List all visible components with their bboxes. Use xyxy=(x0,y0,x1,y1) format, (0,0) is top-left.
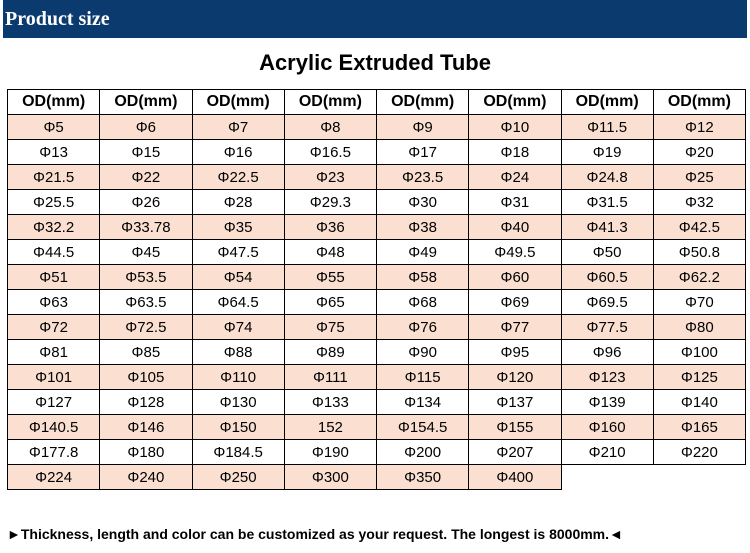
size-table xyxy=(7,89,746,490)
table-cell: Φ8 xyxy=(284,115,376,140)
table-row xyxy=(8,265,746,290)
table-cell: Φ75 xyxy=(284,315,376,340)
table-cell: Φ35 xyxy=(192,215,284,240)
table-row xyxy=(8,365,746,390)
table-cell: Φ146 xyxy=(100,415,192,440)
empty-cell xyxy=(653,465,745,490)
table-cell: Φ28 xyxy=(192,190,284,215)
table-cell: Φ50 xyxy=(561,240,653,265)
table-cell: Φ25.5 xyxy=(8,190,100,215)
table-cell: Φ74 xyxy=(192,315,284,340)
table-cell: Φ9 xyxy=(377,115,469,140)
table-row xyxy=(8,190,746,215)
table-cell: Φ160 xyxy=(561,415,653,440)
table-row xyxy=(8,165,746,190)
table-cell: Φ89 xyxy=(284,340,376,365)
column-header: OD(mm) xyxy=(8,90,100,115)
table-cell: Φ22 xyxy=(100,165,192,190)
column-header: OD(mm) xyxy=(100,90,192,115)
table-row xyxy=(8,115,746,140)
table-cell: Φ250 xyxy=(192,465,284,490)
table-cell: Φ12 xyxy=(653,115,745,140)
table-cell: Φ49 xyxy=(377,240,469,265)
header-bar xyxy=(3,0,747,38)
table-cell: Φ111 xyxy=(284,365,376,390)
table-cell: Φ29.3 xyxy=(284,190,376,215)
column-header: OD(mm) xyxy=(284,90,376,115)
table-cell: Φ21.5 xyxy=(8,165,100,190)
table-body xyxy=(8,115,746,490)
column-header: OD(mm) xyxy=(192,90,284,115)
table-cell: Φ41.3 xyxy=(561,215,653,240)
table-row xyxy=(8,290,746,315)
table-cell: Φ139 xyxy=(561,390,653,415)
table-cell: Φ60.5 xyxy=(561,265,653,290)
empty-cell xyxy=(561,465,653,490)
table-cell: Φ50.8 xyxy=(653,240,745,265)
table-cell: Φ11.5 xyxy=(561,115,653,140)
table-cell: Φ6 xyxy=(100,115,192,140)
table-cell: Φ155 xyxy=(469,415,561,440)
table-cell: Φ240 xyxy=(100,465,192,490)
table-cell: Φ36 xyxy=(284,215,376,240)
table-cell: Φ55 xyxy=(284,265,376,290)
table-title: Acrylic Extruded Tube xyxy=(259,50,491,75)
table-cell: Φ63.5 xyxy=(100,290,192,315)
table-cell: Φ32.2 xyxy=(8,215,100,240)
table-cell: 152 xyxy=(284,415,376,440)
table-cell: Φ62.2 xyxy=(653,265,745,290)
table-cell: Φ19 xyxy=(561,140,653,165)
table-cell: Φ133 xyxy=(284,390,376,415)
table-cell: Φ23 xyxy=(284,165,376,190)
column-header: OD(mm) xyxy=(561,90,653,115)
table-row xyxy=(8,390,746,415)
table-cell: Φ134 xyxy=(377,390,469,415)
table-row xyxy=(8,340,746,365)
table-cell: Φ22.5 xyxy=(192,165,284,190)
column-header: OD(mm) xyxy=(653,90,745,115)
table-cell: Φ38 xyxy=(377,215,469,240)
table-cell: Φ76 xyxy=(377,315,469,340)
table-row xyxy=(8,215,746,240)
table-cell: Φ40 xyxy=(469,215,561,240)
table-cell: Φ58 xyxy=(377,265,469,290)
table-cell: Φ137 xyxy=(469,390,561,415)
table-cell: Φ65 xyxy=(284,290,376,315)
table-cell: Φ24 xyxy=(469,165,561,190)
table-cell: Φ47.5 xyxy=(192,240,284,265)
table-cell: Φ69.5 xyxy=(561,290,653,315)
table-cell: Φ13 xyxy=(8,140,100,165)
table-cell: Φ150 xyxy=(192,415,284,440)
table-cell: Φ350 xyxy=(377,465,469,490)
table-cell: Φ24.8 xyxy=(561,165,653,190)
table-cell: Φ200 xyxy=(377,440,469,465)
table-row xyxy=(8,465,746,490)
table-cell: Φ15 xyxy=(100,140,192,165)
table-cell: Φ184.5 xyxy=(192,440,284,465)
table-cell: Φ96 xyxy=(561,340,653,365)
table-cell: Φ48 xyxy=(284,240,376,265)
table-cell: Φ85 xyxy=(100,340,192,365)
table-cell: Φ20 xyxy=(653,140,745,165)
table-cell: Φ80 xyxy=(653,315,745,340)
table-row xyxy=(8,240,746,265)
table-cell: Φ64.5 xyxy=(192,290,284,315)
table-cell: Φ115 xyxy=(377,365,469,390)
footnote: ►Thickness, length and color can be customized as your request. The longest is 8000mm.◄ xyxy=(7,526,623,542)
table-cell: Φ44.5 xyxy=(8,240,100,265)
table-cell: Φ190 xyxy=(284,440,376,465)
table-cell: Φ31 xyxy=(469,190,561,215)
table-cell: Φ32 xyxy=(653,190,745,215)
table-cell: Φ26 xyxy=(100,190,192,215)
table-row xyxy=(8,315,746,340)
table-cell: Φ88 xyxy=(192,340,284,365)
table-cell: Φ130 xyxy=(192,390,284,415)
table-cell: Φ72 xyxy=(8,315,100,340)
table-cell: Φ23.5 xyxy=(377,165,469,190)
table-cell: Φ110 xyxy=(192,365,284,390)
table-cell: Φ53.5 xyxy=(100,265,192,290)
header-title: Product size xyxy=(5,8,110,30)
table-cell: Φ400 xyxy=(469,465,561,490)
table-cell: Φ60 xyxy=(469,265,561,290)
table-cell: Φ165 xyxy=(653,415,745,440)
table-cell: Φ210 xyxy=(561,440,653,465)
table-cell: Φ180 xyxy=(100,440,192,465)
table-cell: Φ51 xyxy=(8,265,100,290)
table-cell: Φ16.5 xyxy=(284,140,376,165)
table-cell: Φ68 xyxy=(377,290,469,315)
table-cell: Φ63 xyxy=(8,290,100,315)
table-cell: Φ90 xyxy=(377,340,469,365)
table-row xyxy=(8,415,746,440)
table-cell: Φ30 xyxy=(377,190,469,215)
table-cell: Φ207 xyxy=(469,440,561,465)
table-cell: Φ18 xyxy=(469,140,561,165)
table-cell: Φ120 xyxy=(469,365,561,390)
table-cell: Φ140 xyxy=(653,390,745,415)
column-header: OD(mm) xyxy=(469,90,561,115)
table-cell: Φ33.78 xyxy=(100,215,192,240)
table-cell: Φ128 xyxy=(100,390,192,415)
table-cell: Φ7 xyxy=(192,115,284,140)
table-cell: Φ77 xyxy=(469,315,561,340)
table-cell: Φ177.8 xyxy=(8,440,100,465)
table-cell: Φ140.5 xyxy=(8,415,100,440)
table-cell: Φ77.5 xyxy=(561,315,653,340)
table-cell: Φ17 xyxy=(377,140,469,165)
table-cell: Φ300 xyxy=(284,465,376,490)
table-cell: Φ127 xyxy=(8,390,100,415)
table-cell: Φ95 xyxy=(469,340,561,365)
table-cell: Φ54 xyxy=(192,265,284,290)
table-cell: Φ72.5 xyxy=(100,315,192,340)
table-cell: Φ49.5 xyxy=(469,240,561,265)
table-cell: Φ101 xyxy=(8,365,100,390)
table-cell: Φ81 xyxy=(8,340,100,365)
column-header: OD(mm) xyxy=(377,90,469,115)
table-cell: Φ154.5 xyxy=(377,415,469,440)
table-cell: Φ10 xyxy=(469,115,561,140)
table-cell: Φ5 xyxy=(8,115,100,140)
table-cell: Φ42.5 xyxy=(653,215,745,240)
table-cell: Φ224 xyxy=(8,465,100,490)
table-row xyxy=(8,440,746,465)
table-cell: Φ45 xyxy=(100,240,192,265)
table-cell: Φ125 xyxy=(653,365,745,390)
table-cell: Φ69 xyxy=(469,290,561,315)
table-cell: Φ100 xyxy=(653,340,745,365)
table-cell: Φ25 xyxy=(653,165,745,190)
table-cell: Φ220 xyxy=(653,440,745,465)
table-cell: Φ16 xyxy=(192,140,284,165)
table-row xyxy=(8,140,746,165)
table-cell: Φ105 xyxy=(100,365,192,390)
table-cell: Φ70 xyxy=(653,290,745,315)
table-header-row xyxy=(8,90,746,115)
table-cell: Φ31.5 xyxy=(561,190,653,215)
table-cell: Φ123 xyxy=(561,365,653,390)
